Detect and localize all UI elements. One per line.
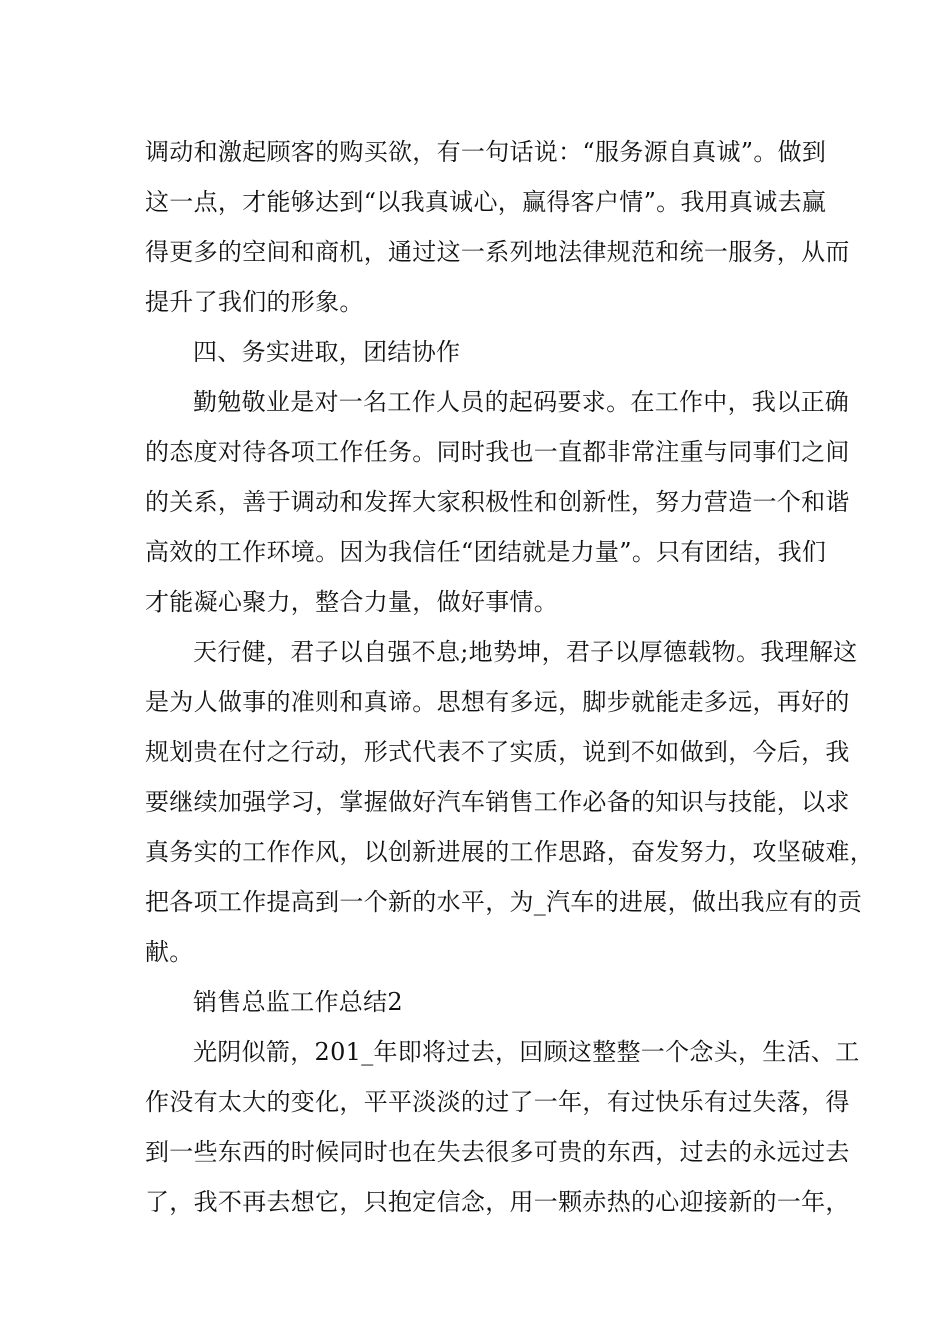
text-line: 真务实的工作作风，以创新进展的工作思路，奋发努力，攻坚破难，	[145, 838, 874, 866]
text-line: 得更多的空间和商机，通过这一系列地法律规范和统一服务，从而	[145, 238, 850, 266]
section-title: 销售总监工作总结2	[193, 988, 403, 1016]
text-line: 勤勉敬业是对一名工作人员的起码要求。在工作中，我以正确	[193, 388, 850, 416]
text-line: 规划贵在付之行动，形式代表不了实质，说到不如做到，今后，我	[145, 738, 850, 766]
text-line: 才能凝心聚力，整合力量，做好事情。	[145, 588, 559, 616]
text-line: 了，我不再去想它，只抱定信念，用一颗赤热的心迎接新的一年，	[145, 1188, 850, 1216]
text-line: 光阴似箭，201_年即将过去，回顾这整整一个念头，生活、工	[193, 1038, 860, 1066]
text-line: 调动和激起顾客的购买欲，有一句话说：“服务源自真诚”。做到	[145, 138, 827, 166]
text-line: 献。	[145, 938, 194, 966]
text-line: 的关系，善于调动和发挥大家积极性和创新性，努力营造一个和谐	[145, 488, 850, 516]
text-line: 要继续加强学习，掌握做好汽车销售工作必备的知识与技能，以求	[145, 788, 850, 816]
text-line: 这一点，才能够达到“以我真诚心，赢得客户情”。我用真诚去赢	[145, 188, 827, 216]
text-line: 是为人做事的准则和真谛。思想有多远，脚步就能走多远，再好的	[145, 688, 850, 716]
text-line: 作没有太大的变化，平平淡淡的过了一年，有过快乐有过失落，得	[145, 1088, 850, 1116]
text-line: 天行健，君子以自强不息;地势坤，君子以厚德载物。我理解这	[193, 638, 858, 666]
text-line: 到一些东西的时候同时也在失去很多可贵的东西，过去的永远过去	[145, 1138, 850, 1166]
section-heading: 四、务实进取，团结协作	[193, 338, 461, 366]
text-line: 提升了我们的形象。	[145, 288, 364, 316]
text-line: 高效的工作环境。因为我信任“团结就是力量”。只有团结，我们	[145, 538, 827, 566]
text-line: 把各项工作提高到一个新的水平，为_汽车的进展，做出我应有的贡	[145, 888, 862, 916]
text-line: 的态度对待各项工作任务。同时我也一直都非常注重与同事们之间	[145, 438, 850, 466]
